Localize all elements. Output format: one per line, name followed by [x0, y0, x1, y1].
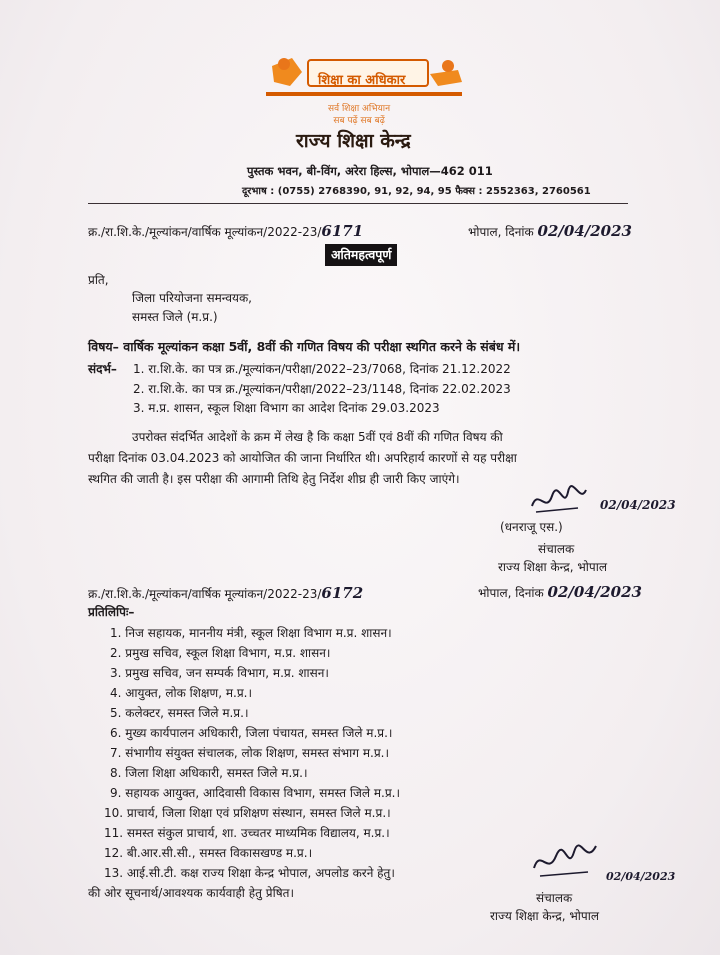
copy-date: 02/04/2023: [547, 583, 642, 601]
copy-list-item: 9. सहायक आयुक्त, आदिवासी विकास विभाग, समस्त जिले म.प्र.।: [110, 786, 401, 800]
copy-closing: की ओर सूचनार्थ/आवश्यक कार्यवाही हेतु प्रेषित।: [88, 886, 295, 900]
copy-list-item: 7. संभागीय संयुक्त संचालक, लोक शिक्षण, समस्त संभाग म.प्र.।: [110, 746, 390, 760]
signatory-title: संचालक: [538, 542, 575, 556]
copy-label: प्रतिलिपिः–: [88, 605, 135, 619]
reference-item: 2. रा.शि.के. का पत्र क्र./मूल्यांकन/परीक्षा/2022–23/1148, दिनांक 22.02.2023: [133, 382, 511, 396]
signature-2-date: 02/04/2023: [606, 870, 676, 883]
director-signature-2: [530, 842, 600, 882]
copy-list-item: 6. मुख्य कार्यपालन अधिकारी, जिला पंचायत, समस्त जिले म.प्र.।: [110, 726, 393, 740]
order-date: 02/04/2023: [537, 222, 632, 240]
header-divider: [88, 203, 628, 204]
copy-list-item: 1. निज सहायक, माननीय मंत्री, स्कूल शिक्षा विभाग म.प्र. शासन।: [110, 626, 392, 640]
copy-signatory-title: संचालक: [536, 891, 573, 905]
order-place-date-label: भोपाल, दिनांक: [468, 225, 534, 239]
copy-list-item: 10. प्राचार्य, जिला शिक्षा एवं प्रशिक्षण संस्थान, समस्त जिले म.प्र.।: [104, 806, 391, 820]
slogan-line-2: सब पढ़ें सब बढ़ें: [333, 116, 385, 126]
organization-address: पुस्तक भवन, बी-विंग, अरेरा हिल्स, भोपाल—462 011: [247, 164, 493, 178]
copy-list-item: 8. जिला शिक्षा अधिकारी, समस्त जिले म.प्र.।: [110, 766, 308, 780]
order-ref-number: 6171: [321, 222, 364, 240]
body-line-1: उपरोक्त संदर्भित आदेशों के क्रम में लेख है कि कक्षा 5वीं एवं 8वीं की गणित विषय की: [132, 430, 503, 444]
director-signature-1: [528, 484, 588, 518]
recipient-line-2: समस्त जिले (म.प्र.): [132, 310, 218, 324]
copy-list-item: 5. कलेक्टर, समस्त जिले म.प्र.।: [110, 706, 249, 720]
logo-slogan: [328, 103, 390, 127]
copy-list-item: 3. प्रमुख सचिव, जन सम्पर्क विभाग, म.प्र. शासन।: [110, 666, 329, 680]
body-line-3: स्थगित की जाती है। इस परीक्षा की आगामी तिथि हेतु निर्देश शीघ्र ही जारी किए जाएंगे।: [88, 472, 460, 486]
copy-ref-prefix: क्र./रा.शि.के./मूल्यांकन/वार्षिक मूल्यांकन/2022-23/: [88, 587, 322, 601]
copy-list-item: 13. आई.सी.टी. कक्ष राज्य शिक्षा केन्द्र भोपाल, अपलोड करने हेतु।: [104, 866, 395, 880]
order-date-line: [468, 222, 632, 240]
copy-list-item: 11. समस्त संकुल प्राचार्य, शा. उच्चतर माध्यमिक विद्यालय, म.प्र.।: [104, 826, 390, 840]
order-reference: [88, 222, 363, 240]
recipient-line-1: जिला परियोजना समन्वयक,: [132, 291, 252, 305]
logo-text: शिक्षा का अधिकार: [318, 73, 406, 88]
copy-list-item: 2. प्रमुख सचिव, स्कूल शिक्षा विभाग, म.प्र. शासन।: [110, 646, 331, 660]
copy-ref-number: 6172: [321, 584, 364, 602]
signatory-office: राज्य शिक्षा केन्द्र, भोपाल: [498, 560, 607, 574]
body-line-2: परीक्षा दिनांक 03.04.2023 को आयोजित की जाना निर्धारित थी। अपरिहार्य कारणों से यह परीक्षा: [88, 451, 517, 465]
copy-list-item: 12. बी.आर.सी.सी., समस्त विकासखण्ड म.प्र.।: [104, 846, 313, 860]
copy-date-line: [478, 583, 642, 601]
order-ref-prefix: क्र./रा.शि.के./मूल्यांकन/वार्षिक मूल्यांकन/2022-23/: [88, 225, 322, 239]
contact-numbers: दूरभाष : (0755) 2768390, 91, 92, 94, 95 फैक्स : 2552363, 2760561: [242, 186, 591, 197]
slogan-line-1: सर्व शिक्षा अभियान: [328, 104, 391, 114]
signatory-name: (धनराजू एस.): [500, 520, 563, 534]
copy-list-item: 4. आयुक्त, लोक शिक्षण, म.प्र.।: [110, 686, 253, 700]
reference-item: 3. म.प्र. शासन, स्कूल शिक्षा विभाग का आदेश दिनांक 29.03.2023: [133, 401, 440, 415]
organization-name: राज्य शिक्षा केन्द्र: [296, 130, 411, 152]
to-label: प्रति,: [88, 273, 109, 287]
copy-signatory-office: राज्य शिक्षा केन्द्र, भोपाल: [490, 909, 599, 923]
subject-line: विषय– वार्षिक मूल्यांकन कक्षा 5वीं, 8वीं की गणित विषय की परीक्षा स्थगित करने के संबंध में।: [88, 339, 521, 354]
signature-1-date: 02/04/2023: [600, 498, 676, 512]
references-label: संदर्भ–: [88, 362, 117, 376]
copy-place-date-label: भोपाल, दिनांक: [478, 586, 544, 600]
urgency-label: अतिमहत्वपूर्ण: [325, 244, 397, 266]
reference-item: 1. रा.शि.के. का पत्र क्र./मूल्यांकन/परीक्षा/2022–23/7068, दिनांक 21.12.2022: [133, 362, 511, 376]
copy-reference: [88, 584, 363, 602]
